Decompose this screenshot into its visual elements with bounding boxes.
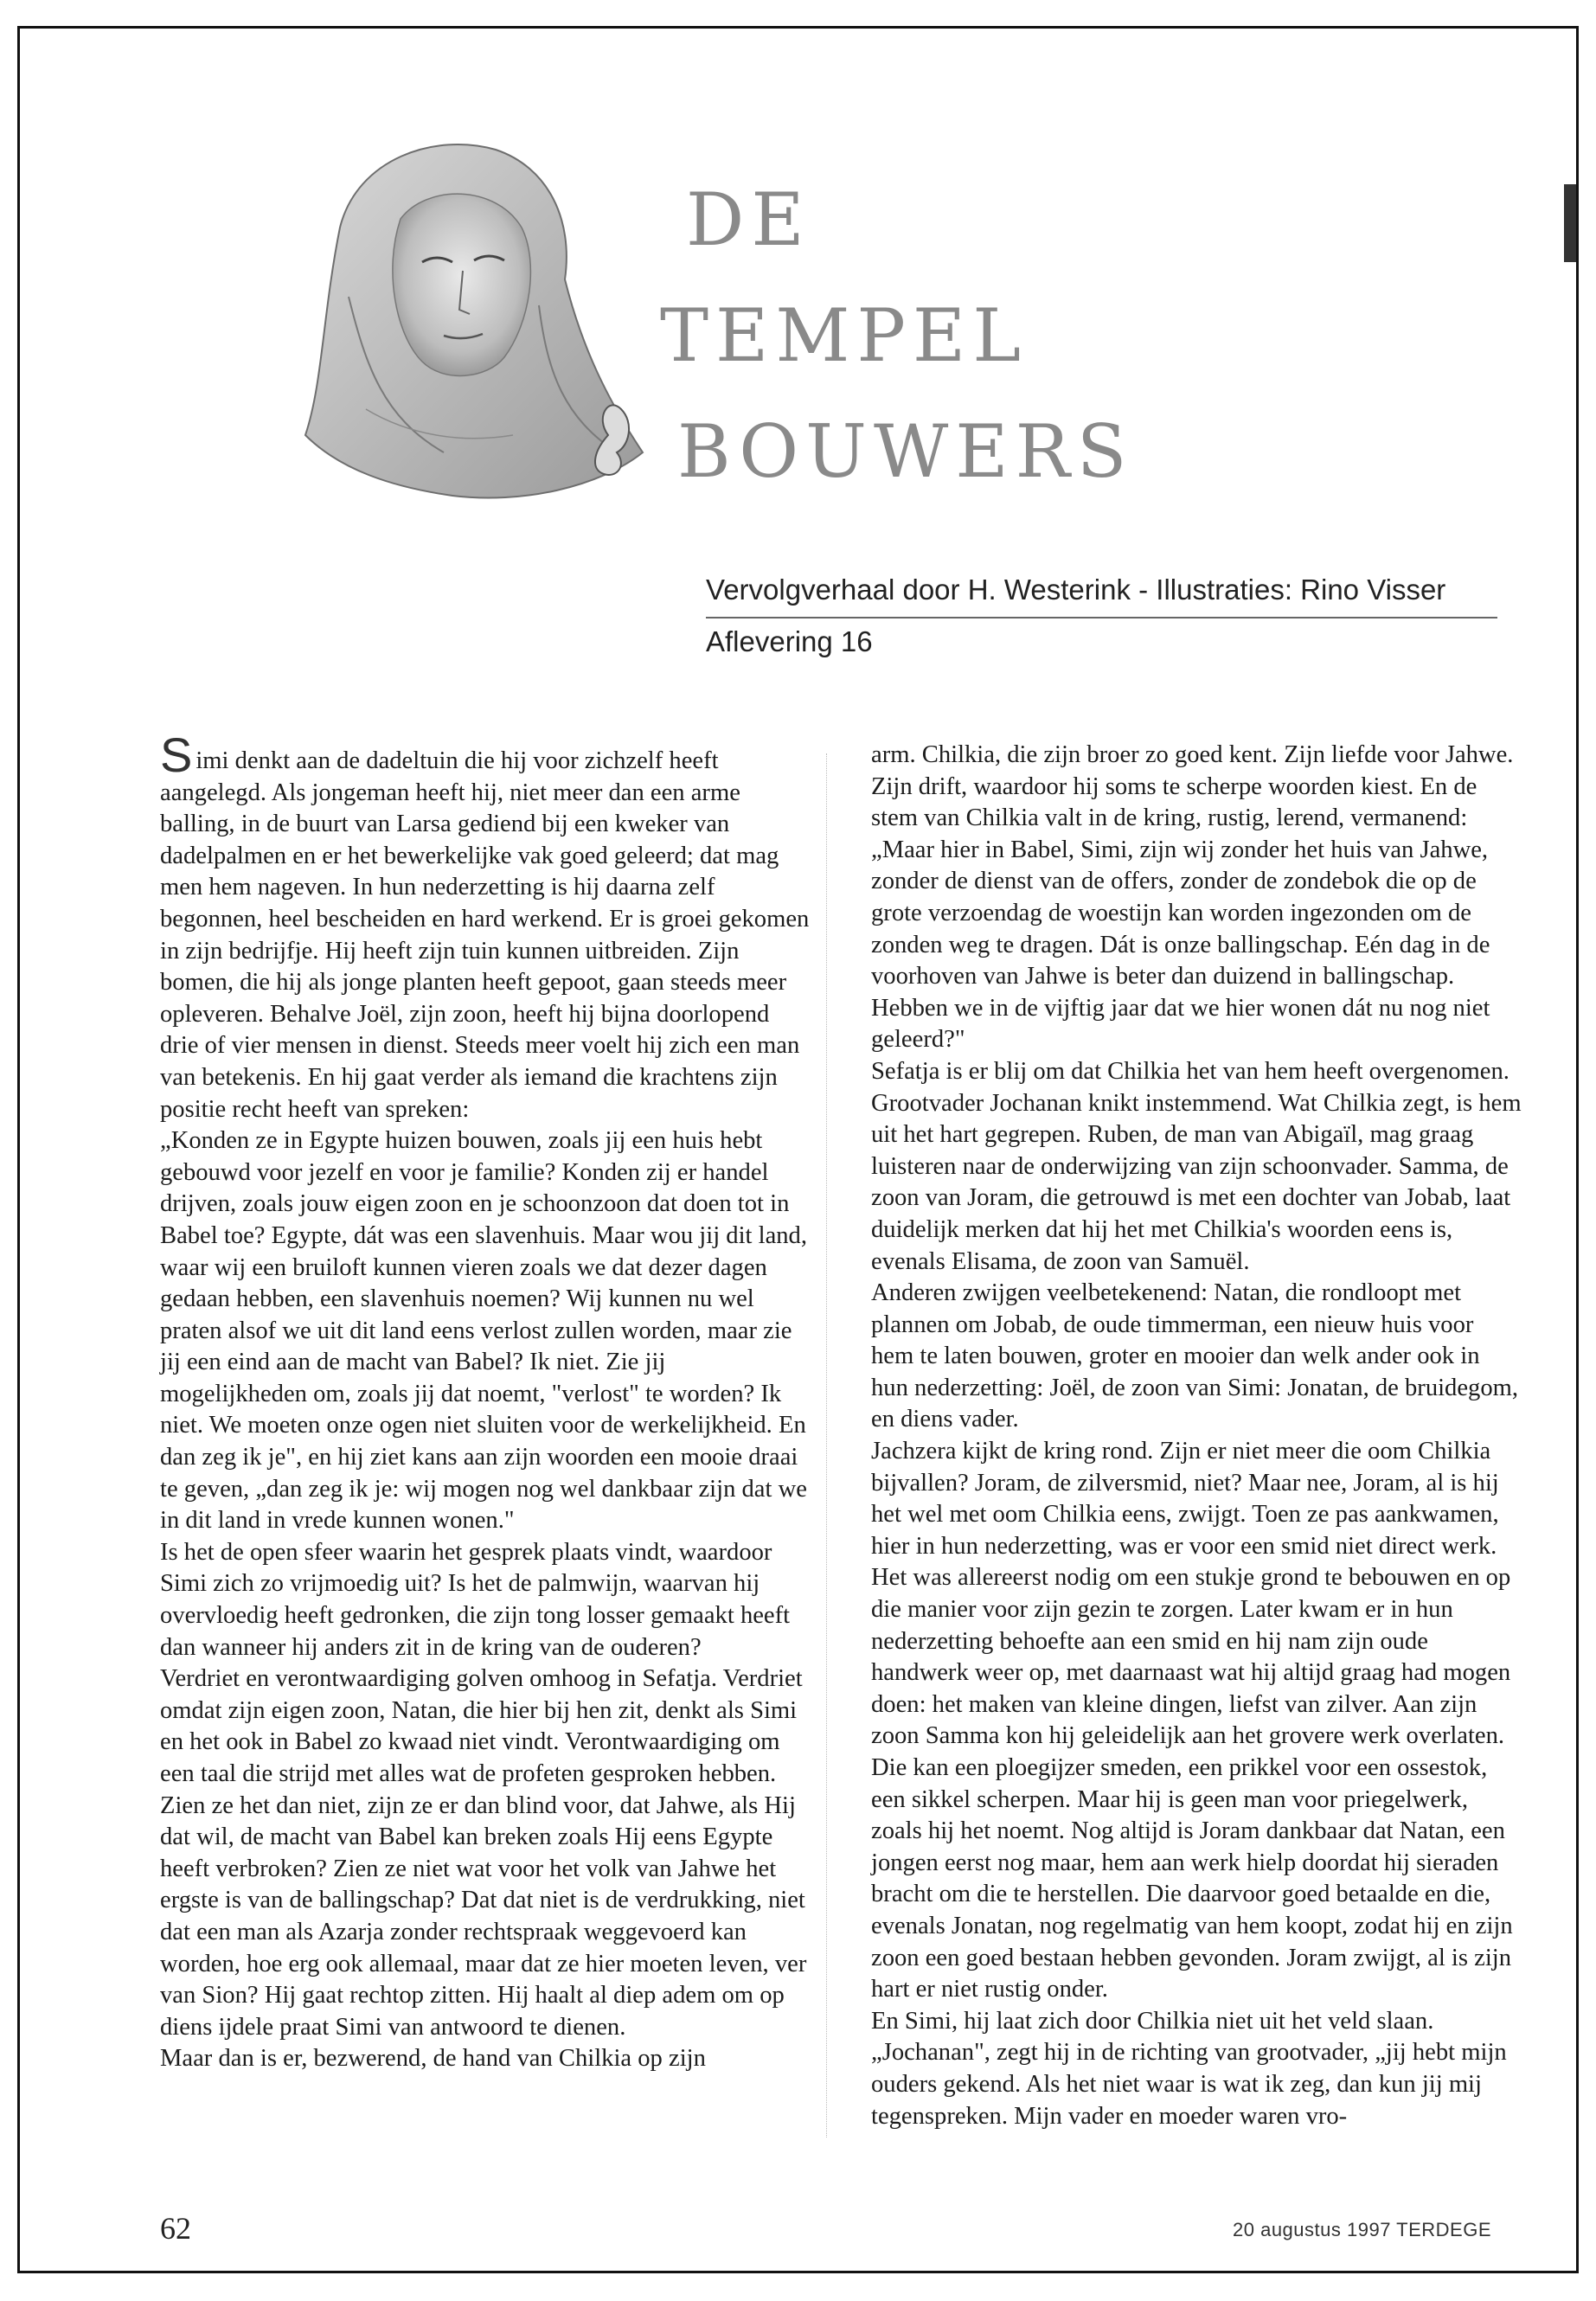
paragraph: Is het de open sfeer waarin het gesprek plaats vindt, waardoor Simi zich zo vrijmoedig uit? Is het de palmwijn, waarvan hij overvloedig heeft gedronken, die zijn tong losser gemaakt heeft dan wanneer hij anders zit in de kring van de ouderen? <box>160 1538 791 1661</box>
paragraph: En Simi, hij laat zich door Chilkia niet uit het veld slaan. „Jochanan", zegt hij in de richting van grootvader, „jij hebt mijn ouders gekend. Als het niet waar is wat ik zeg, dan kun jij mij tegenspreken. Mijn vader en moeder waren vro- <box>871 2007 1507 2130</box>
byline-rule <box>706 617 1497 619</box>
title-line-3: bouwers <box>677 381 1134 502</box>
paragraph: Sefatja is er blij om dat Chilkia het van hem heeft overgenomen. Grootvader Jochanan knikt instemmend. Wat Chilkia zegt, is hem uit het hart gegrepen. Ruben, de man van Abigaïl, mag graag luisteren naar de onderwijzing van zijn schoonvader. Samma, de zoon van Joram, die getrouwd is met een dochter van Jobab, laat duidelijk merken dat hij het met Chilkia's woorden eens is, evenals Elisama, de zoon van Samuël. <box>871 1057 1522 1275</box>
magazine-page <box>17 26 1579 2273</box>
paragraph: arm. Chilkia, die zijn broer zo goed kent. Zijn liefde voor Jahwe. Zijn drift, waardoor hij soms te scherpe woorden kiest. En de stem van Chilkia valt in de kring, rustig, lerend, vermanend: <box>871 741 1514 832</box>
drop-cap: S <box>160 727 193 782</box>
byline: Vervolgverhaal door H. Westerink - Illustraties: Rino Visser <box>706 574 1446 606</box>
episode-label: Aflevering 16 <box>706 625 873 657</box>
title-line-1: de <box>686 150 811 270</box>
page-number: 62 <box>160 2211 191 2246</box>
paragraph: Simi denkt aan de dadeltuin die hij voor zichzelf heeft aangelegd. Als jongeman heeft hij, niet meer dan een arme balling, in de buurt van Larsa gediend bij een kweker van dadelpalmen en er het bewerkelijke vak goed geleerd; dat mag men hem nageven. In hun nederzetting is hij daarna zelf begonnen, heel bescheiden en hard werkend. Er is groei gekomen in zijn bedrijfje. Hij heeft zijn tuin kunnen uitbreiden. Zijn bomen, die hij als jonge planten heeft gepoot, gaan steeds meer opleveren. Behalve Joël, zijn zoon, heeft hij bijna doorlopend drie of vier mensen in dienst. Steeds meer voelt hij zich een man van betekenis. En hij gaat verder als iemand die krachtens zijn positie recht heeft van spreken: <box>160 727 810 1123</box>
left-column <box>160 727 811 2075</box>
paragraph: Jachzera kijkt de kring rond. Zijn er niet meer die oom Chilkia bijvallen? Joram, de zilversmid, niet? Maar nee, Joram, al is hij het wel met oom Chilkia eens, zwijgt. Toen ze pas aankwamen, hier in hun nederzetting, was er voor een smid niet direct werk. Het was allereerst nodig om een stukje grond te bebouwen en op die manier voor zijn gezin te zorgen. Later kwam er in hun nederzetting behoefte aan een smid en hij nam zijn oude handwerk weer op, met daarnaast wat hij altijd graag had mogen doen: het maken van kleine dingen, liefst van zilver. Aan zijn zoon Samma kon hij geleidelijk aan het grovere werk overlaten. Die kan een ploegijzer smeden, een prikkel voor een ossestok, een sikkel scherpen. Maar hij is geen man voor priegelwerk, zoals hij het noemt. Nog altijd is Joram dankbaar dat Natan, een jongen eerst nog maar, hem aan werk hielp doordat hij sieraden bracht om die te herstellen. Die daarvoor goed betaalde en die, evenals Jonatan, nog regelmatig van hem koopt, zodat hij en zijn zoon een goed bestaan hebben gevonden. Joram zwijgt, al is zijn hart er niet rustig onder. <box>871 1438 1513 2003</box>
right-column <box>871 740 1522 2132</box>
article-title <box>660 150 1352 522</box>
paragraph: Anderen zwijgen veelbetekenend: Natan, die rondloopt met plannen om Jobab, de oude timmerman, een nieuw huis voor hem te laten bouwen, groter en mooier dan welk ander ook in hun nederzetting: Joël, de zoon van Simi: Jonatan, de bruidegom, en diens vader. <box>871 1279 1519 1433</box>
column-divider <box>826 753 827 2138</box>
woman-portrait-illustration <box>236 124 686 574</box>
issue-date: 20 augustus 1997 TERDEGE <box>1233 2219 1491 2240</box>
paragraph: Maar dan is er, bezwerend, de hand van Chilkia op zijn <box>160 2045 706 2073</box>
paragraph: „Maar hier in Babel, Simi, zijn wij zonder het huis van Jahwe, zonder de dienst van de offers, zonder de zondebok die op de grote verzoendag de woestijn kan worden ingezonden om de zonden weg te dragen. Dát is onze ballingschap. Eén dag in de voorhoven van Jahwe is beter dan duizend in ballingschap. Hebben we in de vijftig jaar dat we hier wonen dát nu nog niet geleerd?" <box>871 836 1490 1054</box>
article-header <box>20 29 1576 703</box>
paragraph: Verdriet en verontwaardiging golven omhoog in Sefatja. Verdriet omdat zijn eigen zoon, Natan, die hier bij hen zit, denkt als Simi en het ook in Babel zo kwaad niet vindt. Verontwaardiging om een taal die strijd met alles wat de profeten gesproken hebben. Zien ze het dan niet, zijn ze er dan blind voor, dat Jahwe, als Hij dat wil, de macht van Babel kan breken zoals Hij eens Egypte heeft verbroken? Zien ze niet wat voor het volk van Jahwe het ergste is van de ballingschap? Dat dat niet is de verdrukking, niet dat een man als Azarja zonder rechtspraak weggevoerd kan worden, hoe erg ook allemaal, maar dat ze hier moeten leven, ver van Sion? Hij gaat rechtop zitten. Hij haalt al diep adem om op diens ijdele praat Simi van antwoord te dienen. <box>160 1665 807 2041</box>
title-line-2: tempel <box>660 266 1028 386</box>
paragraph: „Konden ze in Egypte huizen bouwen, zoals jij een huis hebt gebouwd voor jezelf en voor je familie? Konden zij er handel drijven, zoals jouw eigen zoon en je schoonzoon dat doen tot in Babel toe? Egypte, dát was een slavenhuis. Maar wou jij dit land, waar wij een bruiloft kunnen vieren zoals we dat dezer dagen gedaan hebben, een slavenhuis noemen? Wij kunnen nu wel praten alsof we uit dit land eens verlost zullen worden, maar zie jij een eind aan de macht van Babel? Ik niet. Zie jij mogelijkheden om, zoals jij dat noemt, "verlost" te worden? Ik niet. We moeten onze ogen niet sluiten voor de werkelijkheid. En dan zeg ik je", en hij ziet kans aan zijn woorden een mooie draai te geven, „dan zeg ik je: wij mogen nog wel dankbaar zijn dat we in dit land in vrede kunnen wonen." <box>160 1127 808 1535</box>
